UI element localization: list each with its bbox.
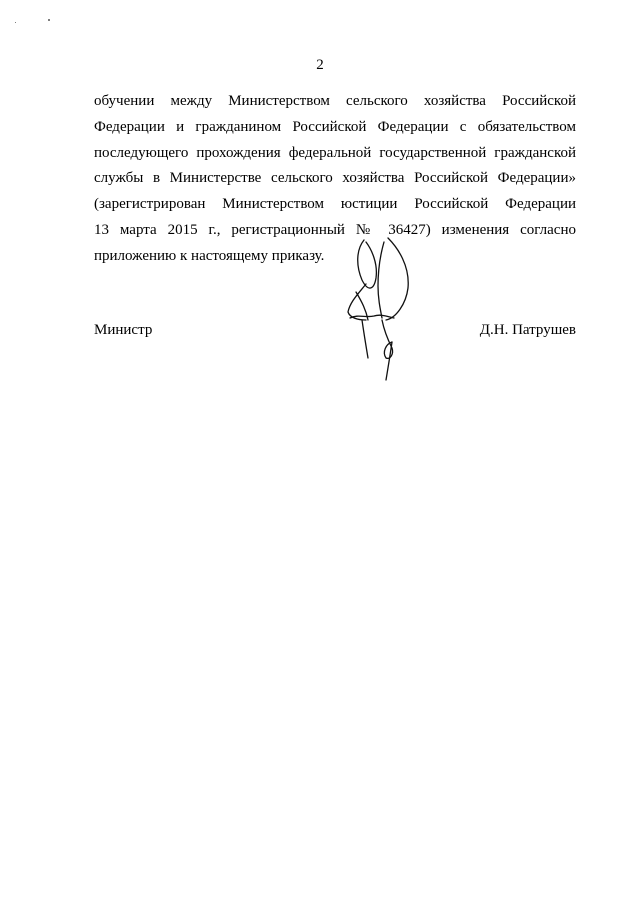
body-line: 13 марта 2015 г., регистрационный № 36427) изменения согласно — [94, 221, 576, 238]
body-line: службы в Министерстве сельского хозяйства Российской Федерации» — [94, 170, 576, 187]
scan-speck — [15, 22, 16, 23]
body-paragraph — [94, 89, 576, 270]
page-number: 2 — [316, 57, 324, 73]
body-line: (зарегистрирован Министерством юстиции Российской Федерации — [94, 196, 576, 213]
scan-speck — [48, 19, 50, 21]
signature-block — [94, 320, 576, 340]
body-line: обучении между Министерством сельского хозяйства Российской — [94, 93, 576, 109]
signer-name: Д.Н. Патрушев — [479, 322, 576, 338]
handwritten-signature — [336, 232, 416, 384]
body-line: последующего прохождения федеральной государственной гражданской — [94, 144, 576, 161]
body-line: приложению к настоящему приказу. — [94, 247, 325, 264]
body-line: Федерации и гражданином Российской Федерации с обязательством — [94, 118, 576, 135]
signer-position: Министр — [94, 322, 153, 338]
